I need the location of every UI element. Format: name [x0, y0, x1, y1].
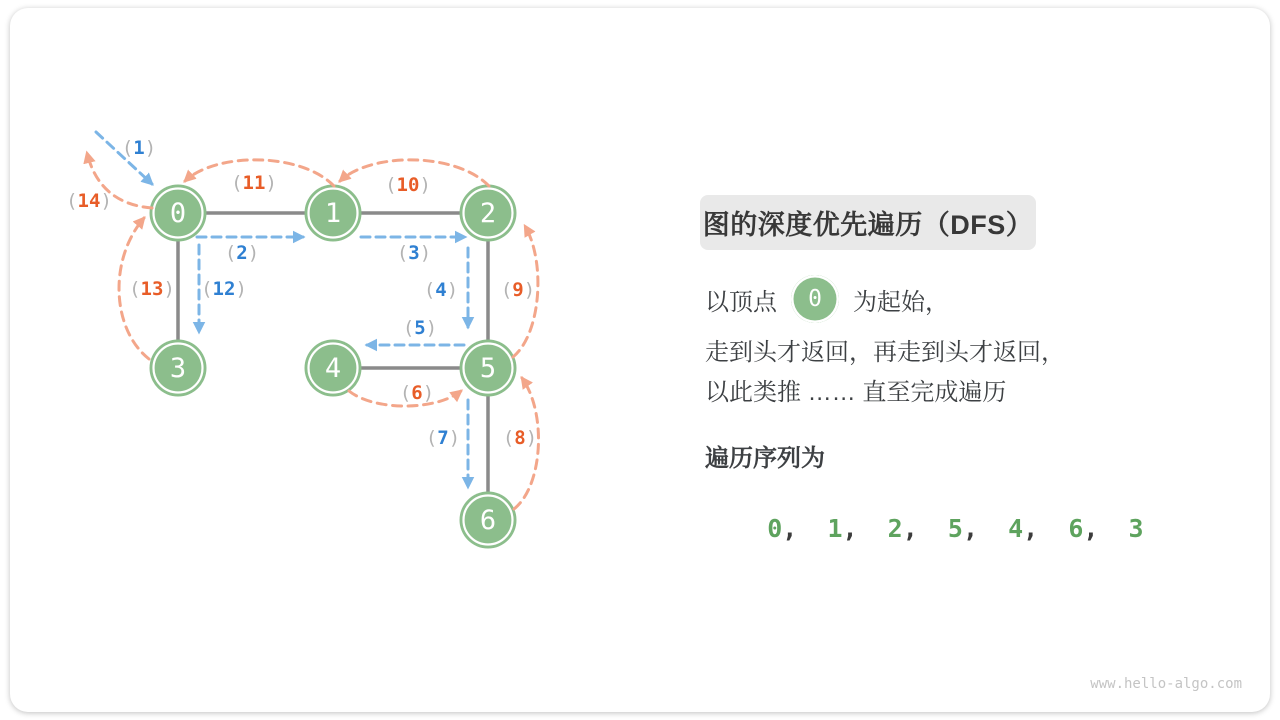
graph-nodes [150, 185, 517, 549]
step-label-5: (5) [402, 317, 438, 339]
sequence-item: 4 [1008, 514, 1024, 543]
step-label-8: (8) [502, 427, 538, 449]
sequence-item: 2 [887, 514, 903, 543]
explain-line-2: 走到头才返回，再走到头才返回， [705, 339, 1065, 366]
step-label-2: (2) [224, 242, 260, 264]
node-5 [460, 340, 517, 397]
sequence-separator: , [842, 514, 888, 543]
sequence-item: 3 [1128, 514, 1144, 543]
sequence-item: 1 [827, 514, 843, 543]
node-2 [460, 185, 517, 242]
inline-node-0-label: 0 [808, 286, 822, 312]
explain-line-3: 以此类推 …… 直至完成遍历 [705, 379, 1007, 406]
node-3 [150, 340, 207, 397]
node-4 [305, 340, 362, 397]
panel-title-text: 图的深度优先遍历（DFS） [702, 210, 1034, 240]
node-6-label: 6 [479, 505, 497, 536]
node-4-label: 4 [324, 353, 342, 384]
step-label-14: (14) [66, 190, 112, 212]
inline-node-0 [791, 275, 839, 323]
step-label-1: (1) [121, 137, 157, 159]
sequence-separator: , [1023, 514, 1069, 543]
node-0-label: 0 [169, 198, 187, 229]
node-3-label: 3 [169, 353, 187, 384]
step-label-10: (10) [385, 174, 431, 196]
sequence-separator: , [962, 514, 1009, 543]
panel-title [700, 195, 1036, 250]
node-1 [305, 185, 362, 242]
sequence-separator: , [1083, 514, 1129, 543]
sequence-item: 6 [1068, 514, 1084, 543]
step-label-4: (4) [423, 279, 459, 301]
website-url: www.hello-algo.com [1090, 676, 1242, 692]
node-6 [460, 492, 517, 549]
sequence-heading: 遍历序列为 [705, 445, 825, 472]
step-label-12: (12) [201, 278, 247, 300]
sequence-separator: , [782, 514, 828, 543]
step-label-9: (9) [500, 279, 536, 301]
diagram-card [10, 8, 1270, 712]
line1-prefix: 以顶点 [705, 288, 777, 316]
node-0 [150, 185, 207, 242]
step-label-6: (6) [399, 382, 435, 404]
step-label-11: (11) [231, 172, 277, 194]
explain-line-1 [705, 274, 949, 324]
traversal-sequence [707, 485, 1144, 572]
step-label-7: (7) [425, 427, 461, 449]
sequence-separator: , [902, 514, 948, 543]
sequence-item: 0 [767, 514, 783, 543]
traversal-arrows [87, 132, 538, 509]
step-label-3: (3) [396, 242, 432, 264]
sequence-item: 5 [947, 514, 963, 543]
line1-suffix: 为起始， [853, 288, 949, 316]
node-5-label: 5 [479, 353, 497, 384]
dfs-graph [10, 8, 680, 640]
node-1-label: 1 [324, 198, 342, 229]
node-2-label: 2 [479, 198, 497, 229]
step-label-13: (13) [129, 278, 175, 300]
